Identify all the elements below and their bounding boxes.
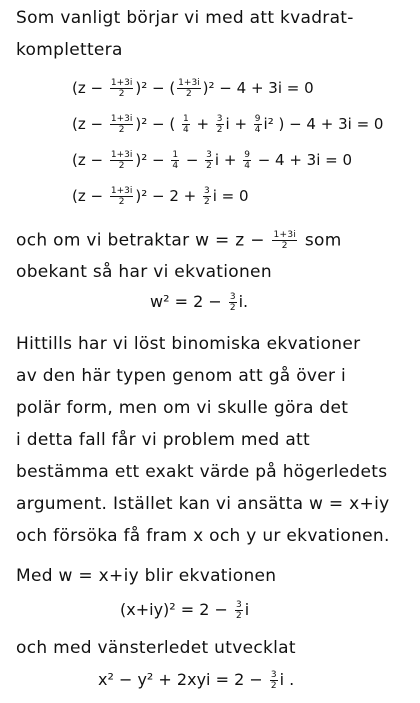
intro-line-2: komplettera	[16, 40, 123, 60]
eq3-rest: − 4 + 3i = 0	[252, 151, 353, 169]
eqxy-lhs: (x+iy)² = 2 −	[120, 600, 234, 619]
eq1-lhs: (z −	[72, 79, 108, 97]
eq3-frac-a: $\frac{1}{4}$	[172, 150, 179, 171]
eq1-rest: )² − 4 + 3i = 0	[202, 79, 314, 97]
eqw-rest: i.	[238, 292, 249, 311]
equation-xy	[120, 600, 249, 621]
eq4-mid: )² − 2 +	[135, 187, 201, 205]
para2-line-2: av den här typen genom att gå över i	[16, 366, 347, 386]
eq3-frac-1: $\frac{1+3i}{2}$	[110, 150, 133, 171]
eq2-frac-a: $\frac{1}{4}$	[182, 114, 189, 135]
eq3-frac-c: $\frac{9}{4}$	[244, 150, 250, 171]
eq2-frac-c: $\frac{9}{4}$	[254, 114, 261, 135]
para1-frac: $\frac{1+3i}{2}$	[273, 230, 297, 251]
para2-line-3: polär form, men om vi skulle göra det	[16, 398, 349, 418]
eqxy-rest: i	[244, 600, 250, 619]
eq3-lhs: (z −	[72, 151, 108, 169]
eq3-i1: i +	[214, 151, 242, 169]
para1-pre: och om vi betraktar w = z −	[16, 230, 271, 251]
intro-line-1: Som vanligt börjar vi med att kvadrat-	[16, 8, 354, 28]
equation-1	[72, 78, 314, 99]
eq2-i1: i +	[225, 115, 252, 133]
equation-w	[150, 292, 248, 313]
para2-line-4: i detta fall får vi problem med att	[16, 430, 310, 450]
equation-4	[72, 186, 249, 207]
para2-line-1: Hittills har vi löst binomiska ekvationer	[16, 334, 361, 354]
equation-2	[72, 114, 383, 135]
eq1-mid: )² − (	[135, 79, 176, 97]
para2-line-6: argument. Istället kan vi ansätta w = x+iy	[16, 494, 390, 514]
eq3-frac-b: $\frac{3}{2}$	[206, 150, 212, 171]
eq2-rest: i² ) − 4 + 3i = 0	[263, 115, 384, 133]
eqxy-frac: $\frac{3}{2}$	[236, 600, 242, 621]
equation-3	[72, 150, 352, 171]
eq2-frac-1: $\frac{1+3i}{2}$	[110, 114, 133, 135]
eq2-lhs: (z −	[72, 115, 108, 133]
para1-post: som	[299, 230, 342, 251]
eq4-lhs: (z −	[72, 187, 108, 205]
para4-line-1: och med vänsterledet utvecklat	[16, 638, 296, 658]
eq4-frac-b: $\frac{3}{2}$	[203, 186, 210, 207]
eq1-frac-1: $\frac{1+3i}{2}$	[110, 78, 133, 99]
eq3-minus: −	[181, 151, 204, 169]
eq2-mid: )² − (	[135, 115, 180, 133]
eqw-lhs: w² = 2 −	[150, 292, 227, 311]
para2-line-5: bestämma ett exakt värde på högerledets	[16, 462, 388, 482]
eqfinal-lhs: x² − y² + 2xyi = 2 −	[98, 670, 268, 689]
para2-line-7: och försöka få fram x och y ur ekvationen.	[16, 526, 390, 546]
eqw-frac: $\frac{3}{2}$	[229, 292, 236, 313]
para1-line-2: obekant så har vi ekvationen	[16, 262, 272, 282]
eq4-frac-1: $\frac{1+3i}{2}$	[110, 186, 133, 207]
equation-final	[98, 670, 294, 691]
eqfinal-frac: $\frac{3}{2}$	[270, 670, 277, 691]
eq3-mid: )² −	[135, 151, 170, 169]
eq4-rest: i = 0	[212, 187, 249, 205]
para3-line-1: Med w = x+iy blir ekvationen	[16, 566, 277, 586]
eq2-frac-b: $\frac{3}{2}$	[216, 114, 223, 135]
eq2-plus: +	[191, 115, 214, 133]
eq1-frac-2: $\frac{1+3i}{2}$	[178, 78, 200, 99]
para1-line-1	[16, 230, 342, 251]
eqfinal-rest: i .	[279, 670, 295, 689]
